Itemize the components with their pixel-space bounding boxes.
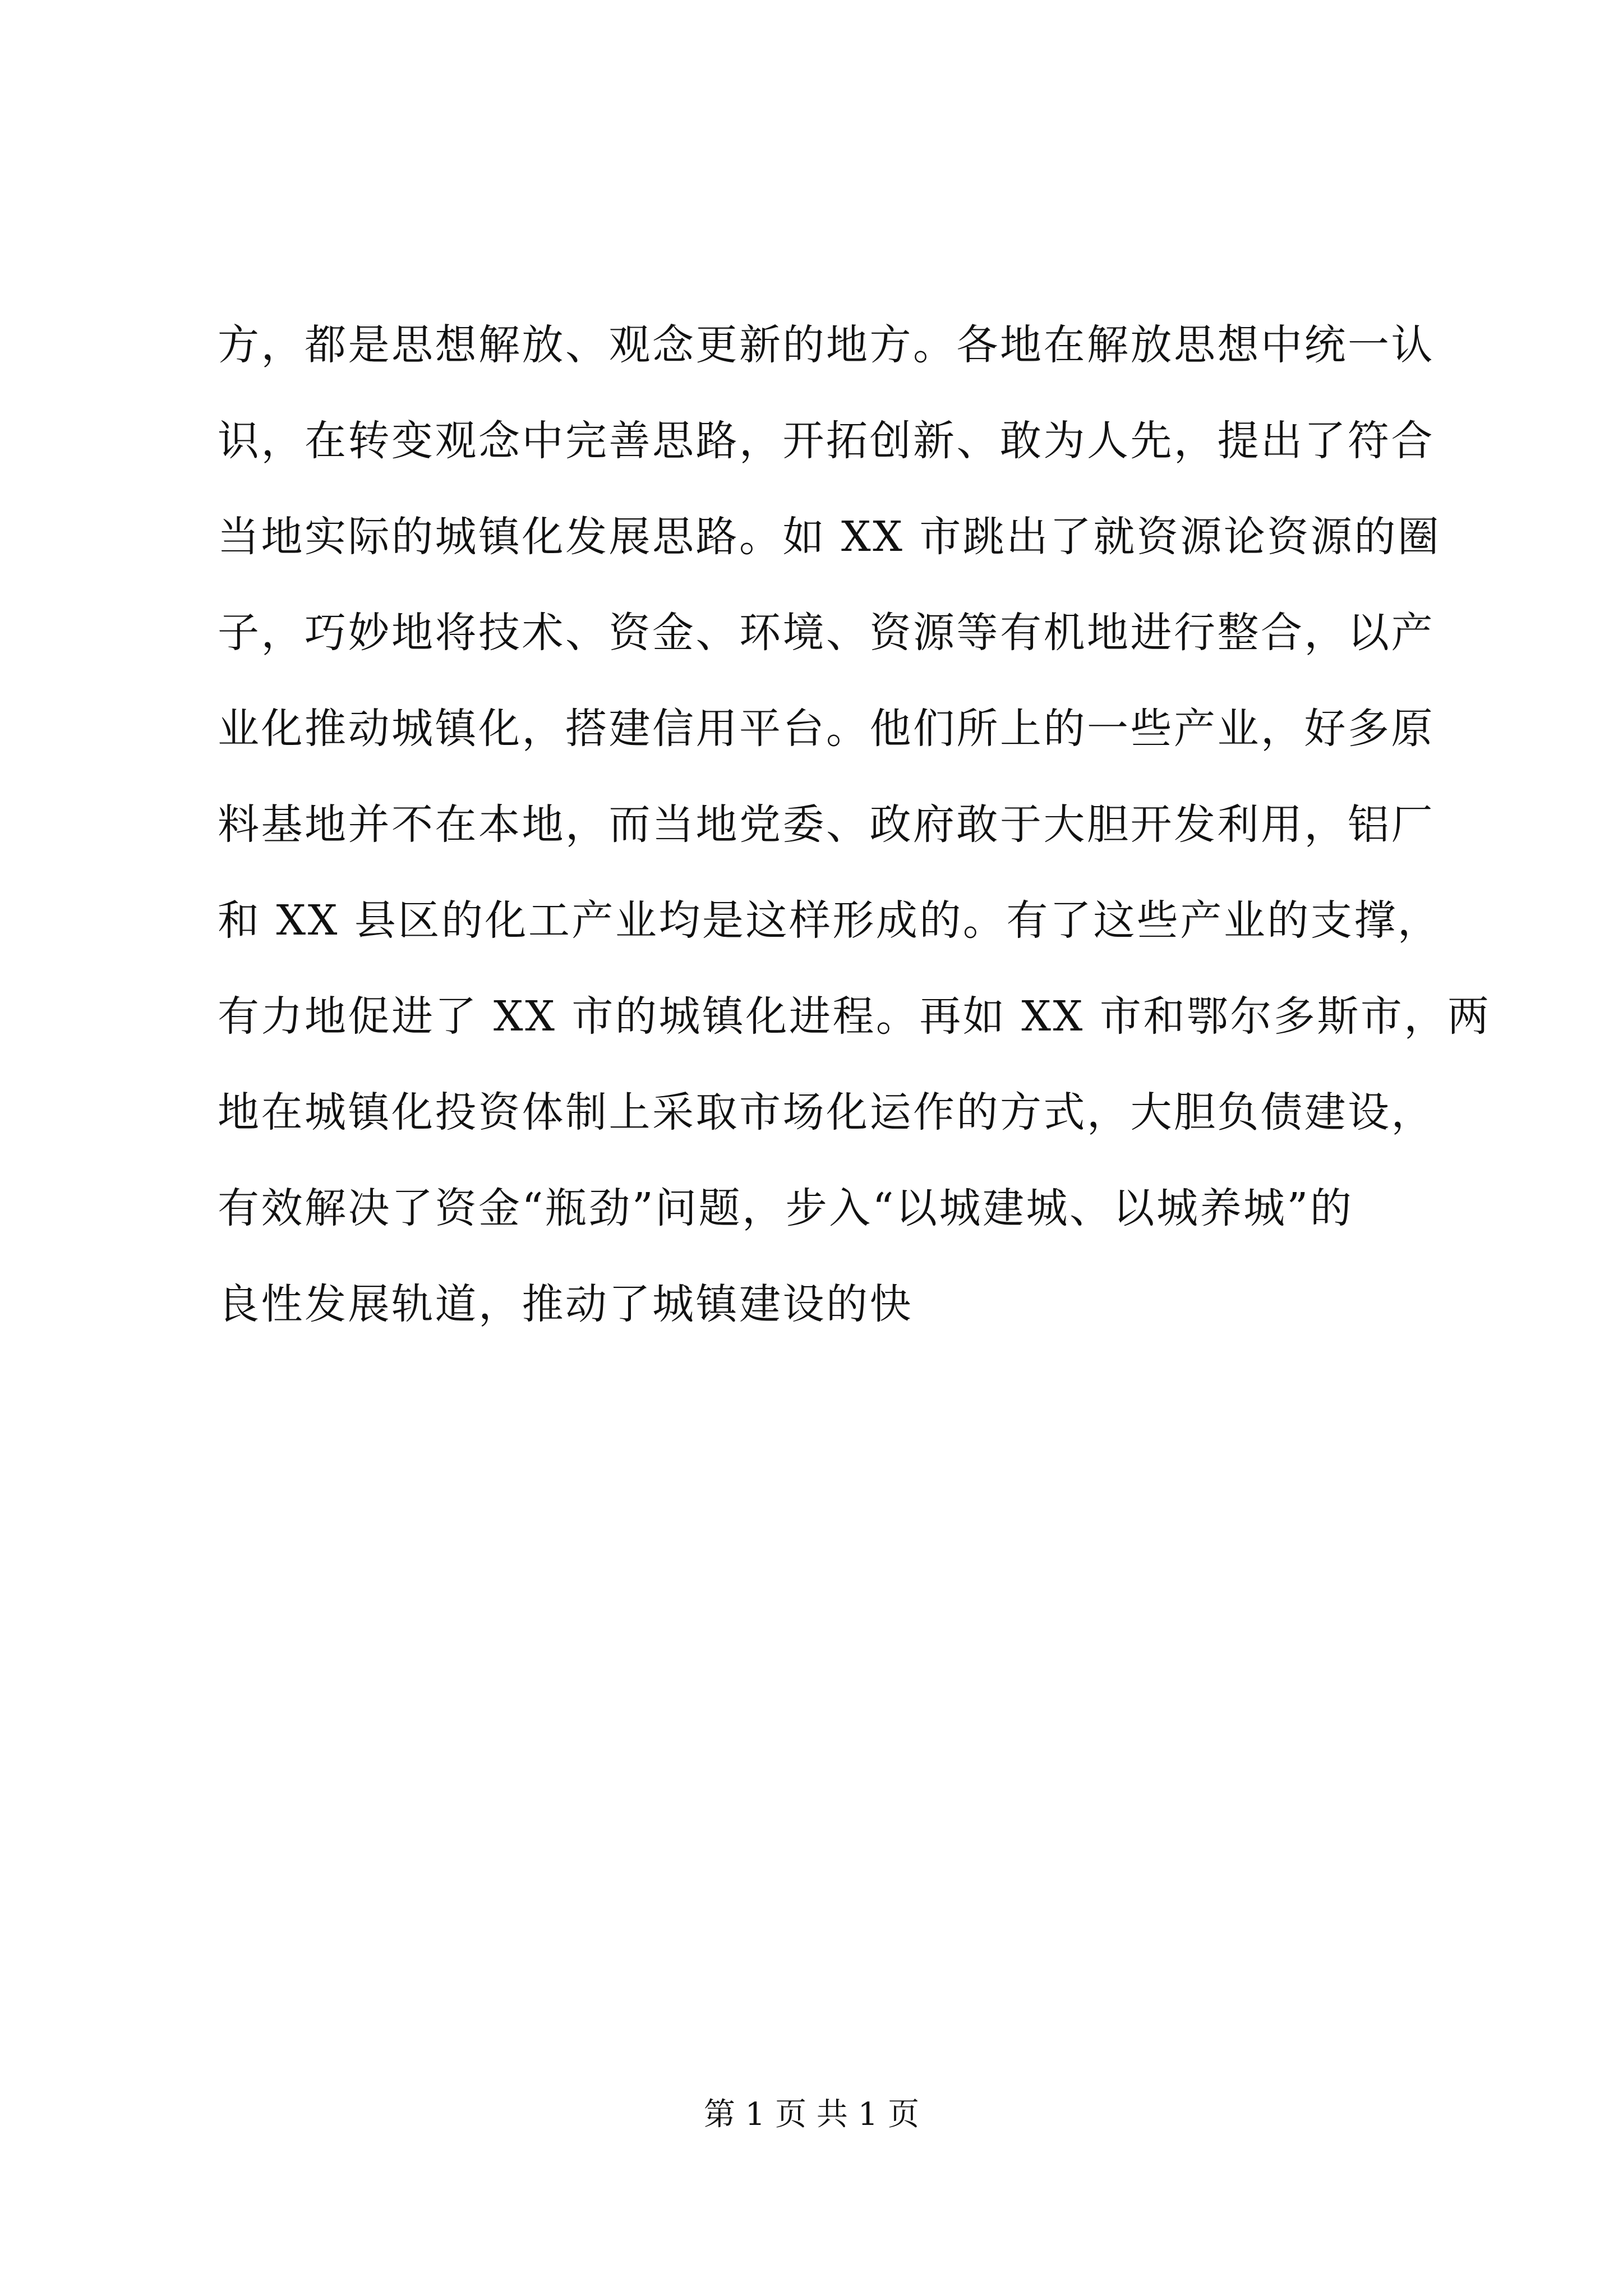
page-footer: [0, 2092, 1623, 2137]
text-line: 料基地并不在本地，而当地党委、政府敢于大胆开发利用，铝厂: [218, 800, 1435, 849]
text-line: 业化推动城镇化，搭建信用平台。他们所上的一些产业，好多原: [218, 705, 1435, 753]
text-line: 有力地促进了 XX 市的城镇化进程。再如 XX 市和鄂尔多斯市，两: [218, 992, 1491, 1041]
text-line: 方，都是思想解放、观念更新的地方。各地在解放思想中统一认: [218, 321, 1435, 369]
text-line: 有效解决了资金“瓶劲”问题，步入“以城建城、以城养城”的: [218, 1184, 1354, 1232]
body-paragraph: [218, 297, 1491, 1352]
text-line: 子，巧妙地将技术、资金、环境、资源等有机地进行整合，以产: [218, 609, 1435, 657]
text-line: 当地实际的城镇化发展思路。如 XX 市跳出了就资源论资源的圈: [218, 513, 1441, 561]
text-line: 良性发展轨道，推动了城镇建设的快: [218, 1280, 913, 1328]
text-line: 地在城镇化投资体制上采取市场化运作的方式，大胆负债建设，: [218, 1088, 1435, 1137]
text-line: 和 XX 县区的化工产业均是这样形成的。有了这些产业的支撑，: [218, 896, 1441, 945]
text-line: 识，在转变观念中完善思路，开拓创新、敢为人先，提出了符合: [218, 417, 1435, 465]
page-number: 第 1 页 共 1 页: [703, 2096, 920, 2133]
